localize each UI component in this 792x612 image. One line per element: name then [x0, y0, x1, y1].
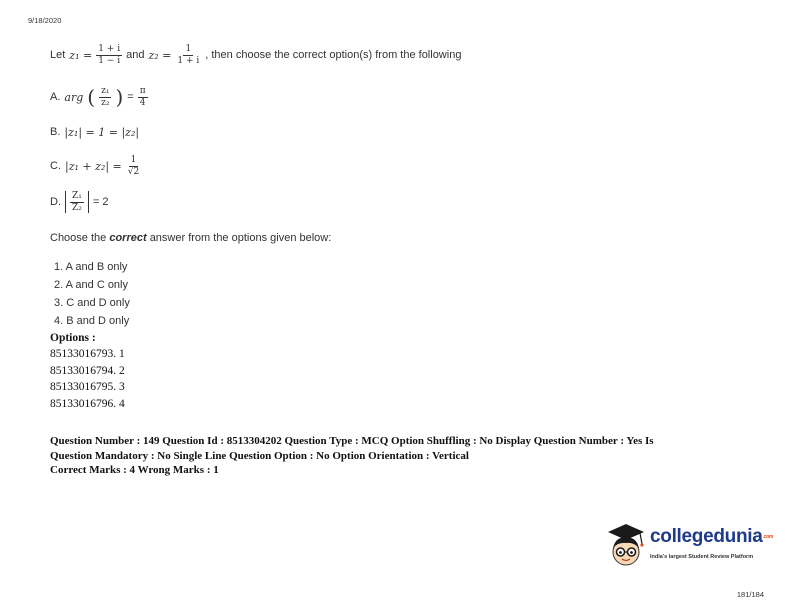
answer-item: 3. C and D only — [54, 297, 130, 309]
statement-c-numerator: 1 — [130, 154, 137, 165]
pi-denominator: 4 — [139, 97, 146, 108]
arg-function: arg — [64, 90, 84, 104]
option-id-line: 85133016796. 4 — [50, 397, 125, 410]
statement-d — [50, 188, 750, 216]
z2-fraction — [175, 44, 201, 67]
pi-numerator: π — [139, 85, 146, 96]
question-tail: , then choose the correct option(s) from the following — [205, 49, 462, 61]
statement-b-label: B. — [50, 126, 61, 138]
options-label: Options : — [50, 332, 96, 344]
logo-suffix: .com — [762, 533, 774, 540]
question-lead: Let — [50, 49, 66, 61]
statement-a-label: A. — [50, 91, 61, 103]
logo-tagline: India's largest Student Review Platform — [650, 554, 754, 560]
question-content — [50, 38, 750, 412]
z1-denominator: 1 − i — [98, 55, 121, 66]
statement-a-rhs — [138, 86, 148, 109]
logo-name: collegedunia — [650, 526, 763, 547]
choose-emphasis: correct — [109, 232, 147, 244]
statement-d-numerator: Z₁ — [72, 190, 82, 201]
meta-line: Correct Marks : 4 Wrong Marks : 1 — [50, 464, 219, 476]
meta-line: Question Mandatory : No Single Line Question Option : No Option Orientation : Vertical — [50, 449, 469, 462]
statement-c-expr: |z₁ + z₂| = — [65, 159, 122, 173]
z2-numerator: 1 — [185, 43, 192, 54]
statement-a-numerator: z₁ — [101, 85, 110, 96]
and-text: and — [126, 49, 145, 61]
answer-item: 2. A and C only — [54, 279, 128, 291]
option-id-line: 85133016794. 2 — [50, 364, 125, 377]
statement-a-fraction — [99, 86, 111, 109]
answer-list — [54, 258, 750, 330]
abs-bar-left — [65, 191, 66, 213]
close-paren: ) — [115, 85, 124, 109]
meta-line: Question Number : 149 Question Id : 8513304202 Question Type : MCQ Option Shuffling : No Display Question Number : Yes Is — [50, 435, 654, 447]
options-block — [50, 330, 750, 412]
choose-post: answer from the options given below: — [149, 232, 332, 244]
z1-fraction — [96, 44, 122, 67]
statement-a-equals: = — [127, 91, 134, 103]
option-id-line: 85133016795. 3 — [50, 381, 125, 393]
statement-c — [50, 154, 750, 178]
option-id-line: 85133016793. 1 — [50, 348, 125, 360]
z2-symbol: z₂ = — [148, 48, 172, 62]
z1-numerator: 1 + i — [98, 43, 121, 54]
z1-symbol: z₁ = — [69, 48, 93, 62]
statement-a-denominator: z₂ — [101, 97, 110, 108]
page-number: 181/184 — [736, 590, 764, 599]
statement-c-fraction — [126, 155, 141, 178]
mascot-icon — [604, 522, 648, 572]
answer-item: 1. A and B only — [54, 261, 128, 273]
statement-d-label: D. — [50, 196, 61, 208]
choose-instruction — [50, 232, 750, 244]
question-stem — [50, 38, 750, 72]
z2-denominator: 1 + i — [177, 55, 200, 66]
statement-b-expr: |z₁| = 1 = |z₂| — [64, 125, 140, 139]
statement-d-equals: = 2 — [92, 196, 109, 208]
abs-bar-right — [88, 191, 89, 213]
answer-item: 4. B and D only — [54, 315, 130, 327]
statement-d-denominator: Z₂ — [72, 202, 82, 213]
statement-d-fraction — [70, 191, 84, 214]
choose-pre: Choose the — [50, 232, 107, 244]
question-metadata — [50, 434, 740, 478]
statement-c-label: C. — [50, 160, 61, 172]
print-date: 9/18/2020 — [28, 16, 62, 25]
collegedunia-logo — [604, 522, 774, 572]
open-paren: ( — [87, 85, 96, 109]
statement-b — [50, 124, 750, 140]
logo-wordmark — [650, 526, 773, 548]
statement-a — [50, 82, 750, 112]
statement-c-denominator: √2 — [127, 166, 140, 177]
